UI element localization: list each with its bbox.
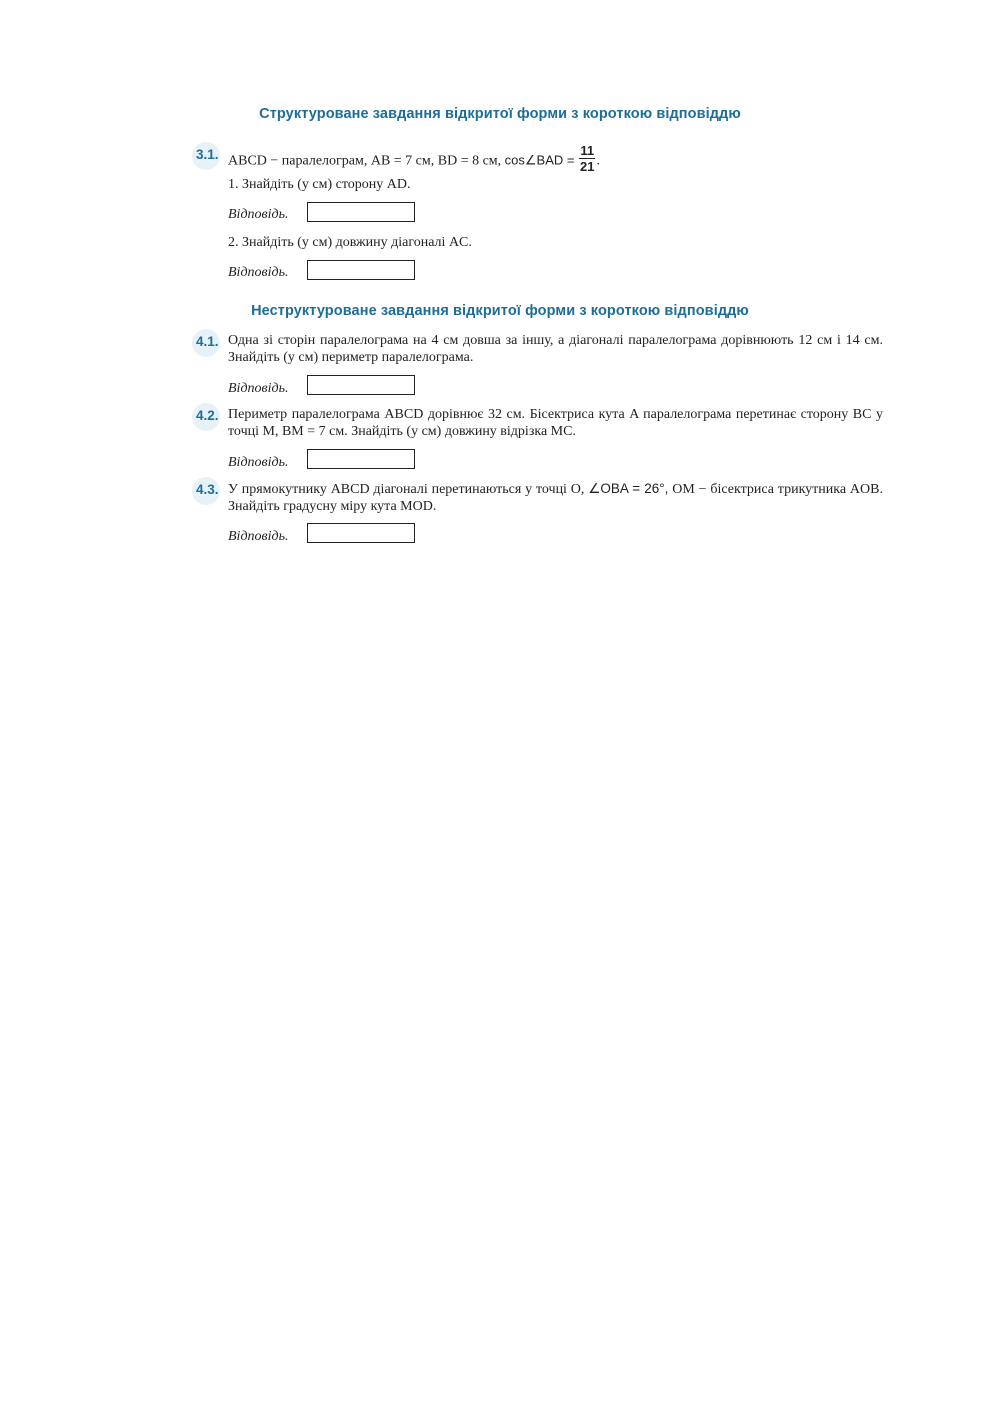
answer-label-4-1: Відповідь.: [228, 381, 289, 396]
answer-label-4-2: Відповідь.: [228, 455, 289, 470]
answer-label-4-3: Відповідь.: [228, 529, 289, 544]
task-3-1-part-1: 1. Знайдіть (у см) сторону AD.: [228, 177, 411, 192]
task-3-1-part-2: 2. Знайдіть (у см) довжину діагоналі AC.: [228, 235, 472, 250]
answer-input-3-1-2[interactable]: [307, 260, 415, 280]
task-4-3-text-b: OM − бісектриса трикутника AOB. Знайдіть градусну міру кута MOD.: [228, 482, 883, 514]
fraction-end: .: [596, 153, 600, 169]
task-3-1-text: ABCD − паралелограм, AB = 7 см, BD = 8 см,: [228, 153, 502, 169]
answer-label-3-1-2: Відповідь.: [228, 265, 289, 280]
fraction-denominator: 21: [580, 159, 595, 174]
answer-input-4-2[interactable]: [307, 449, 415, 469]
answer-input-4-1[interactable]: [307, 375, 415, 395]
answer-label-3-1-1: Відповідь.: [228, 207, 289, 222]
task-number-4-3: 4.3.: [196, 482, 219, 497]
task-4-1-text: Одна зі сторін паралелограма на 4 см довша за іншу, а діагоналі паралелограма дорівнюють 12 см і 14 см. Знайдіть (у см) периметр паралелограма.: [228, 333, 883, 365]
task-number-4-2: 4.2.: [196, 408, 219, 423]
task-4-3-text: [228, 481, 883, 515]
fraction: [579, 143, 595, 174]
section-title-unstructured: Неструктуроване завдання відкритої форми з короткою відповіддю: [251, 303, 749, 319]
fraction-numerator: 11: [580, 143, 595, 158]
section-title-structured: Структуроване завдання відкритої форми з короткою відповіддю: [259, 106, 741, 122]
answer-input-3-1-1[interactable]: [307, 202, 415, 222]
angle-expression: ∠OBA = 26°,: [588, 481, 669, 496]
task-4-3-text-a: У прямокутнику ABCD діагоналі перетинаються у точці O,: [228, 482, 585, 497]
task-3-1-statement: [228, 143, 884, 177]
task-number-3-1: 3.1.: [196, 147, 219, 162]
task-4-2-text: Периметр паралелограма ABCD дорівнює 32 см. Бісектриса кута A паралелограма перетинає сторону BC у точці M, BM = 7 см. Знайдіть (у см) довжину відрізка MC.: [228, 407, 883, 439]
task-number-4-1: 4.1.: [196, 334, 219, 349]
cos-expression: cos∠BAD =: [504, 152, 575, 168]
answer-input-4-3[interactable]: [307, 523, 415, 543]
